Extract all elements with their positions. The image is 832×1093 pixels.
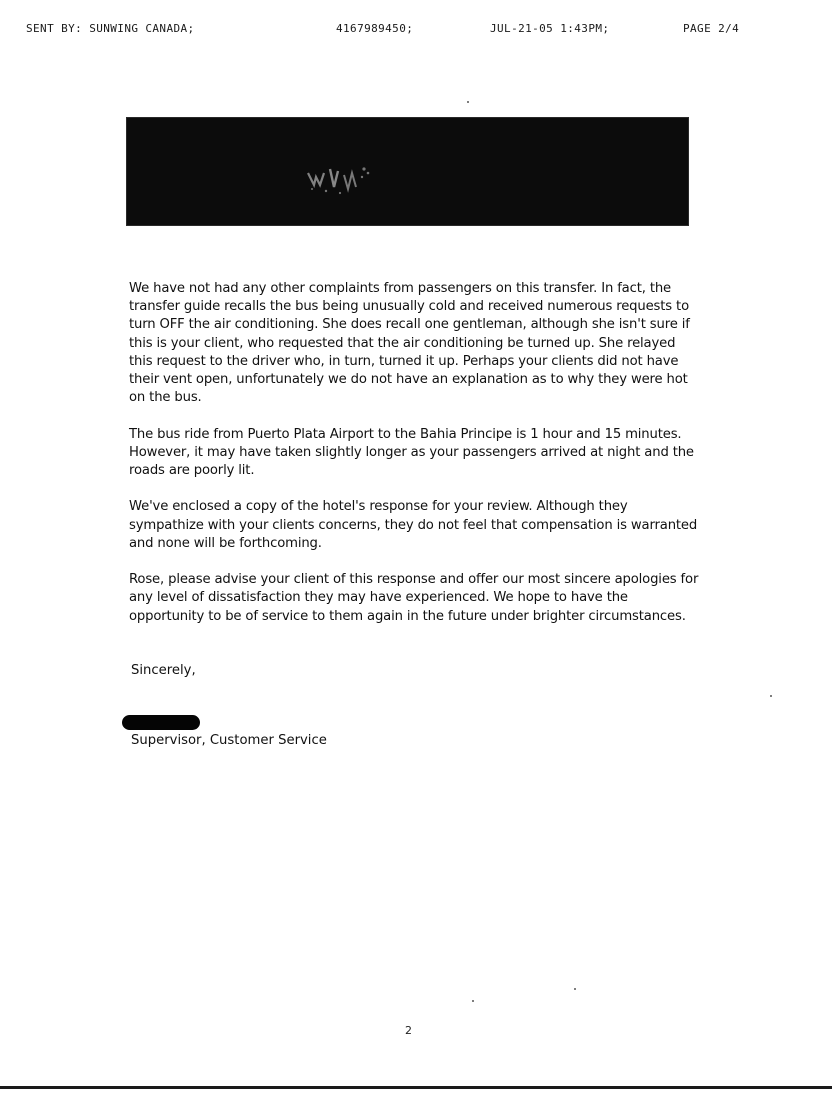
fax-sender: SENT BY: SUNWING CANADA; bbox=[26, 22, 195, 35]
scan-speck bbox=[472, 1000, 474, 1002]
scan-speck bbox=[574, 988, 576, 990]
letterhead-banner bbox=[126, 117, 689, 226]
closing-salutation: Sincerely, bbox=[131, 663, 196, 678]
body-paragraph: Rose, please advise your client of this response and offer our most sincere apologies for any level of dissatisfaction they may have experienced. We hope to have the opportunity to be of service to them again in the future under brighter circumstances. bbox=[129, 572, 699, 624]
page-number: 2 bbox=[405, 1024, 412, 1037]
scan-speck bbox=[467, 101, 469, 103]
letter-body bbox=[129, 280, 701, 644]
scan-speck bbox=[770, 695, 772, 697]
fax-phone-number: 4167989450; bbox=[336, 22, 414, 35]
body-paragraph: We have not had any other complaints from passengers on this transfer. In fact, the transfer guide recalls the bus being unusually cold and received numerous requests to turn OFF the air conditioning. She does recall one gentleman, although she isn't sure if this is your client, who requested that the air conditioning be turned up. She relayed this request to the driver who, in turn, turned it up. Perhaps your clients did not have their vent open, unfortunately we do not have an explanation as to why they were hot on the bus. bbox=[129, 281, 690, 406]
fax-date-time: JUL-21-05 1:43PM; bbox=[490, 22, 610, 35]
fax-page-indicator: PAGE 2/4 bbox=[683, 22, 740, 35]
redacted-signature bbox=[122, 715, 200, 730]
signer-title: Supervisor, Customer Service bbox=[131, 733, 327, 748]
body-paragraph: The bus ride from Puerto Plata Airport to the Bahia Principe is 1 hour and 15 minutes. However, it may have taken slightly longer as your passengers arrived at night and the roads are poorly lit. bbox=[129, 426, 694, 479]
fax-bottom-edge bbox=[0, 1086, 832, 1089]
letterhead-logo-icon bbox=[304, 163, 394, 197]
fax-transmission-header bbox=[26, 22, 766, 40]
body-paragraph: We've enclosed a copy of the hotel's response for your review. Although they sympathize with your clients concerns, they do not feel that compensation is warranted and none will be forthcoming. bbox=[129, 499, 698, 551]
